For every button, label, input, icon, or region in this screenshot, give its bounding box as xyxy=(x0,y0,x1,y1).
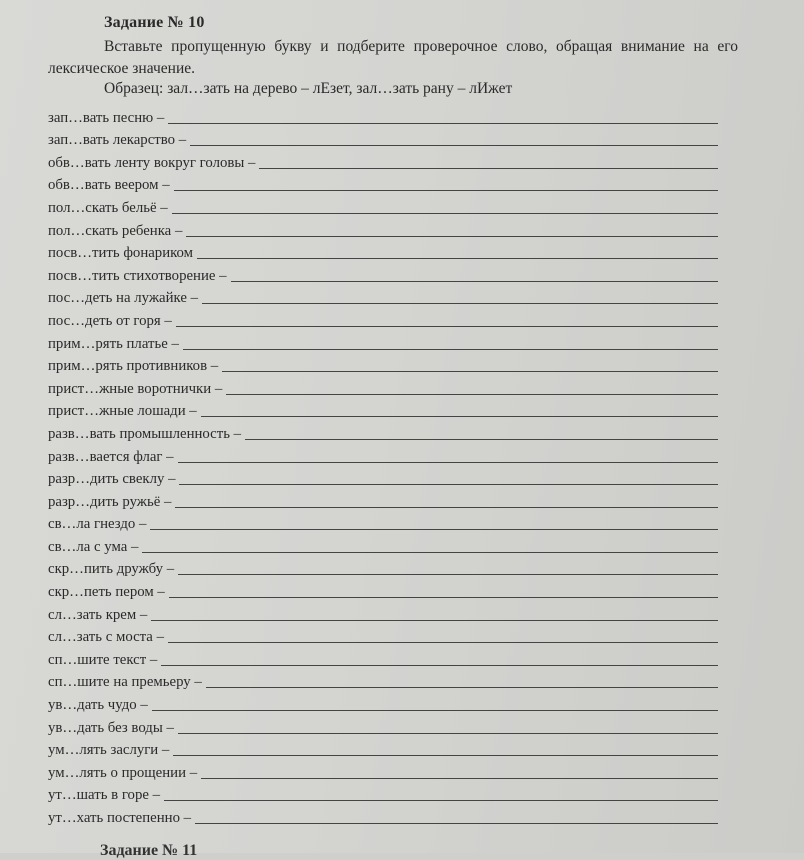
answer-line[interactable] xyxy=(179,483,718,485)
answer-line[interactable] xyxy=(202,302,718,304)
exercise-row xyxy=(48,285,718,308)
answer-line[interactable] xyxy=(183,348,718,350)
exercise-row xyxy=(48,149,718,172)
exercise-prompt: обв…вать ленту вокруг головы – xyxy=(48,154,256,171)
answer-line[interactable] xyxy=(197,257,718,259)
exercise-row xyxy=(48,578,718,601)
answer-line[interactable] xyxy=(201,777,718,779)
exercise-row xyxy=(48,353,718,376)
exercise-prompt: сп…шите на премьеру – xyxy=(48,674,202,691)
exercise-row xyxy=(48,217,718,240)
exercise-prompt: пос…деть от горя – xyxy=(48,312,172,329)
exercise-prompt: посв…тить фонариком xyxy=(48,245,194,262)
exercise-prompt: ут…шать в горе – xyxy=(48,787,161,804)
exercise-row xyxy=(48,511,718,534)
exercise-prompt: прист…жные воротнички – xyxy=(48,380,223,397)
exercise-prompt: прист…жные лошади – xyxy=(48,403,197,420)
exercise-row xyxy=(48,714,718,737)
exercise-row xyxy=(48,262,718,285)
answer-line[interactable] xyxy=(176,325,718,327)
exercise-row xyxy=(48,556,718,579)
answer-line[interactable] xyxy=(173,754,718,756)
next-task-title: Задание № 11 xyxy=(100,842,198,859)
exercise-row xyxy=(48,443,718,466)
exercise-row xyxy=(48,488,718,511)
exercise-prompt: разр…дить ружьё – xyxy=(48,493,172,510)
answer-line[interactable] xyxy=(152,709,718,711)
exercise-prompt: ут…хать постепенно – xyxy=(48,810,192,826)
exercise-row xyxy=(48,601,718,624)
task-sample: Образец: зал…зать на дерево – лЕзет, зал…зать рану – лИжет xyxy=(104,80,513,97)
exercise-prompt: разр…дить свеклу – xyxy=(48,471,176,488)
answer-line[interactable] xyxy=(169,596,718,598)
exercise-list xyxy=(48,104,718,827)
exercise-row xyxy=(48,669,718,692)
answer-line[interactable] xyxy=(186,235,718,237)
exercise-row xyxy=(48,804,718,827)
exercise-prompt: пол…скать бельё – xyxy=(48,199,168,216)
exercise-row xyxy=(48,398,718,421)
exercise-prompt: сл…зать крем – xyxy=(48,606,148,623)
answer-line[interactable] xyxy=(226,393,718,395)
exercise-row xyxy=(48,330,718,353)
answer-line[interactable] xyxy=(222,370,718,372)
answer-line[interactable] xyxy=(178,573,718,575)
answer-line[interactable] xyxy=(245,438,718,440)
answer-line[interactable] xyxy=(174,189,718,191)
exercise-prompt: прим…рять платье – xyxy=(48,335,179,352)
task-title: Задание № 10 xyxy=(104,14,205,31)
exercise-prompt: разв…вать промышленность – xyxy=(48,425,242,442)
exercise-row xyxy=(48,104,718,127)
exercise-row xyxy=(48,127,718,150)
answer-line[interactable] xyxy=(161,664,718,666)
exercise-prompt: св…ла с ума – xyxy=(48,538,139,555)
exercise-prompt: обв…вать веером – xyxy=(48,177,170,194)
exercise-row xyxy=(48,420,718,443)
exercise-prompt: ум…лять заслуги – xyxy=(48,742,170,759)
answer-line[interactable] xyxy=(178,732,718,734)
exercise-prompt: зап…вать лекарство – xyxy=(48,132,187,149)
answer-line[interactable] xyxy=(190,144,718,146)
exercise-row xyxy=(48,759,718,782)
exercise-row xyxy=(48,375,718,398)
exercise-prompt: пос…деть на лужайке – xyxy=(48,290,199,307)
answer-line[interactable] xyxy=(206,686,718,688)
exercise-row xyxy=(48,782,718,805)
answer-line[interactable] xyxy=(172,212,718,214)
exercise-row xyxy=(48,194,718,217)
answer-line[interactable] xyxy=(164,799,718,801)
exercise-row xyxy=(48,737,718,760)
answer-line[interactable] xyxy=(259,167,718,169)
exercise-prompt: св…ла гнездо – xyxy=(48,516,147,533)
answer-line[interactable] xyxy=(195,822,718,824)
exercise-prompt: сп…шите текст – xyxy=(48,651,158,668)
exercise-prompt: пол…скать ребенка – xyxy=(48,222,183,239)
exercise-prompt: скр…пить дружбу – xyxy=(48,561,175,578)
exercise-prompt: сл…зать с моста – xyxy=(48,629,164,646)
exercise-prompt: ув…дать без воды – xyxy=(48,719,174,736)
exercise-prompt: посв…тить стихотворение – xyxy=(48,267,227,284)
answer-line[interactable] xyxy=(201,415,718,417)
answer-line[interactable] xyxy=(151,619,718,621)
answer-line[interactable] xyxy=(168,641,718,643)
exercise-row xyxy=(48,691,718,714)
exercise-prompt: разв…вается флаг – xyxy=(48,448,174,465)
exercise-prompt: ув…дать чудо – xyxy=(48,697,148,714)
answer-line[interactable] xyxy=(231,280,718,282)
exercise-row xyxy=(48,240,718,263)
exercise-prompt: прим…рять противников – xyxy=(48,358,219,375)
exercise-row xyxy=(48,172,718,195)
exercise-row xyxy=(48,533,718,556)
answer-line[interactable] xyxy=(178,461,718,463)
answer-line[interactable] xyxy=(142,551,718,553)
exercise-prompt: зап…вать песню – xyxy=(48,109,165,126)
answer-line[interactable] xyxy=(150,528,718,530)
task-instruction: Вставьте пропущенную букву и подберите проверочное слово, обращая внимание на его лексическое значение. xyxy=(48,38,738,77)
exercise-prompt: ум…лять о прощении – xyxy=(48,764,198,781)
exercise-row xyxy=(48,466,718,489)
exercise-prompt: скр…петь пером – xyxy=(48,584,165,601)
exercise-row xyxy=(48,624,718,647)
exercise-row xyxy=(48,307,718,330)
answer-line[interactable] xyxy=(175,506,718,508)
answer-line[interactable] xyxy=(168,122,718,124)
exercise-row xyxy=(48,646,718,669)
